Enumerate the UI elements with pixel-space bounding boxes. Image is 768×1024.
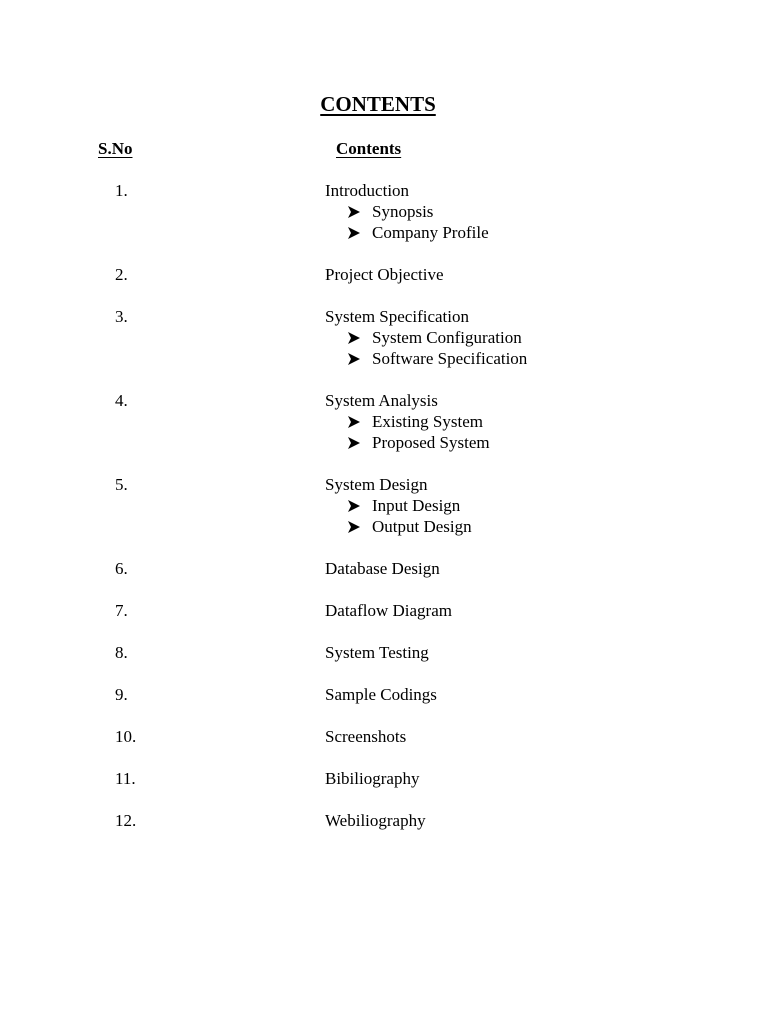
entry-number: 3. [115,307,128,326]
entry-title: Dataflow Diagram [325,601,452,620]
toc-entry-row [0,810,768,831]
sub-entry-label: Company Profile [372,223,489,242]
entry-title: System Analysis [325,391,438,410]
entry-title: Sample Codings [325,685,437,704]
entry-title: Project Objective [325,265,444,284]
entry-title: System Specification [325,307,470,326]
toc-entry-row [0,600,768,621]
toc-entry-row [0,558,768,579]
toc-entry [0,684,768,705]
entry-title: Screenshots [325,727,407,746]
toc-entry [0,642,768,663]
sub-entry-label: Output Design [372,517,472,536]
toc-entry-row [0,180,768,201]
entry-number: 2. [115,265,128,284]
entry-number: 8. [115,643,128,662]
toc-entry-row [0,768,768,789]
entry-number: 10. [115,727,137,746]
toc-entry [0,306,768,369]
entry-number: 1. [115,181,128,200]
entry-number: 9. [115,685,128,704]
sub-entry-label: Proposed System [372,433,490,452]
toc-entry [0,810,768,831]
sub-entry-label: Input Design [372,496,461,515]
table-of-contents [0,180,768,852]
sub-entry [0,348,768,369]
toc-entry-row [0,264,768,285]
sub-entry [0,432,768,453]
toc-entry-row [0,306,768,327]
sub-entry [0,495,768,516]
arrowhead-bullet-icon [348,416,360,428]
sub-entry [0,327,768,348]
sub-entry [0,201,768,222]
column-header-sno: S.No [98,139,133,158]
toc-entry [0,600,768,621]
arrowhead-bullet-icon [348,206,360,218]
sub-entry-label: Software Specification [372,349,528,368]
entry-number: 5. [115,475,128,494]
sub-entry [0,516,768,537]
entry-title: Introduction [325,181,410,200]
entry-number: 6. [115,559,128,578]
toc-entry-row [0,726,768,747]
sub-entry [0,222,768,243]
entry-number: 11. [115,769,136,788]
entry-title: System Testing [325,643,429,662]
toc-entry [0,768,768,789]
toc-entry [0,180,768,243]
arrowhead-bullet-icon [348,521,360,533]
toc-entry-row [0,642,768,663]
sub-entry [0,411,768,432]
arrowhead-bullet-icon [348,437,360,449]
toc-entry-row [0,474,768,495]
toc-entry [0,726,768,747]
arrowhead-bullet-icon [348,332,360,344]
entry-title: Database Design [325,559,440,578]
entry-number: 12. [115,811,137,830]
entry-number: 7. [115,601,128,620]
toc-entry [0,474,768,537]
sub-entry-label: Synopsis [372,202,434,221]
entry-number: 4. [115,391,128,410]
column-header-contents: Contents [336,139,402,158]
entry-title: Bibiliography [325,769,420,788]
toc-entry-row [0,684,768,705]
sub-entry-label: Existing System [372,412,483,431]
arrowhead-bullet-icon [348,500,360,512]
arrowhead-bullet-icon [348,353,360,365]
entry-title: System Design [325,475,428,494]
entry-title: Webiliography [325,811,426,830]
toc-entry [0,558,768,579]
sub-entry-label: System Configuration [372,328,522,347]
page-title: CONTENTS [320,92,436,116]
arrowhead-bullet-icon [348,227,360,239]
toc-entry [0,264,768,285]
toc-entry [0,390,768,453]
toc-entry-row [0,390,768,411]
